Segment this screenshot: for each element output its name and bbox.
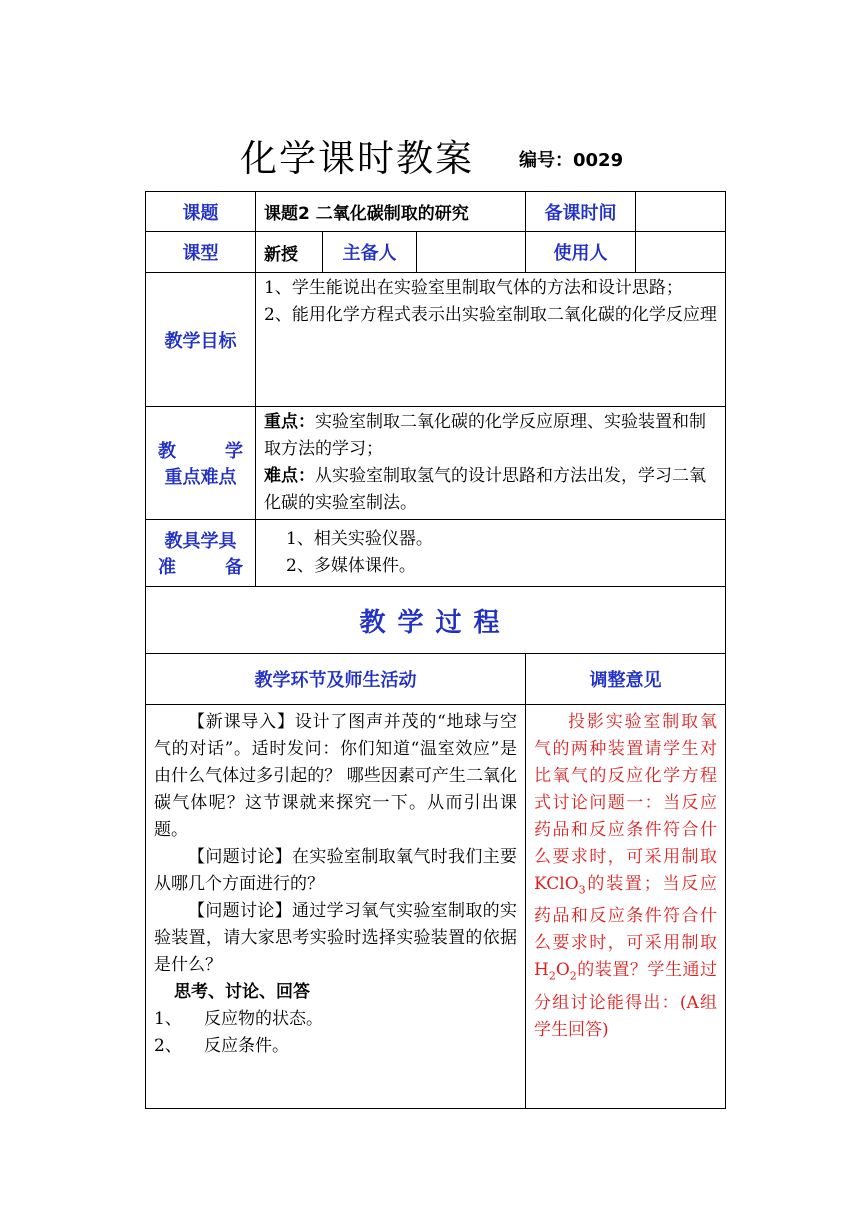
materials-label bbox=[146, 520, 256, 587]
main-preparer-value bbox=[417, 232, 526, 273]
key-points-label-c: 重点难点 bbox=[164, 467, 237, 488]
key-points-row bbox=[146, 407, 726, 520]
adjustment-sub-1: 3 bbox=[578, 883, 586, 897]
adjustment-sub-2: 2 bbox=[548, 969, 556, 983]
topic-row bbox=[146, 192, 726, 232]
answer-item-2 bbox=[154, 1033, 517, 1060]
adjustment-sub-3: 2 bbox=[569, 969, 577, 983]
adjustment-part-2: 的装置；当反应药品和反应条件符合什么要求时，可采用制取H bbox=[534, 874, 717, 981]
answer-item-1-number: 1、 bbox=[154, 1009, 182, 1029]
difficulty-text: 从实验室制取氢气的设计思路和方法出发，学习二氧化碳的实验室制法。 bbox=[264, 466, 706, 513]
activity-discussion-1: 【问题讨论】在实验室制取氧气时我们主要从哪几个方面进行的？ bbox=[154, 847, 517, 894]
activity-intro: 【新课导入】设计了图声并茂的“地球与空气的对话”。适时发问：你们知道“温室效应”是由什么气体过多引起的？ 哪些因素可产生二氧化碳气体呢？这节课就来探究一下。从而引出课题。 bbox=[154, 712, 517, 840]
prep-time-label: 备课时间 bbox=[526, 192, 636, 232]
material-1: 1、相关实验仪器。 bbox=[286, 529, 433, 549]
user-label: 使用人 bbox=[526, 232, 636, 273]
type-value: 新授 bbox=[256, 232, 323, 273]
document-title: 化学课时教案 bbox=[240, 137, 474, 180]
key-points-label-a: 教 bbox=[158, 441, 176, 462]
adjustment-part-3: O bbox=[555, 960, 570, 981]
difficulty-line bbox=[264, 463, 717, 517]
answer-item-1-text: 反应物的状态。 bbox=[204, 1009, 323, 1029]
activity-think-answer: 思考、讨论、回答 bbox=[174, 982, 310, 1002]
title-row bbox=[0, 128, 860, 178]
goal-1: 1、学生能说出在实验室里制取气体的方法和设计思路； bbox=[264, 278, 683, 298]
materials-label-b1: 准 bbox=[158, 557, 176, 578]
lesson-plan-table bbox=[145, 191, 726, 1109]
materials-row bbox=[146, 520, 726, 587]
activities-content bbox=[146, 705, 526, 1109]
key-points-label-b: 学 bbox=[225, 441, 243, 462]
answer-item-1 bbox=[154, 1006, 517, 1033]
goals-content bbox=[256, 273, 726, 407]
topic-label: 课题 bbox=[146, 192, 256, 232]
process-content-row bbox=[146, 705, 726, 1109]
answer-item-2-text: 反应条件。 bbox=[204, 1036, 289, 1056]
difficulty-prefix: 难点： bbox=[264, 466, 315, 486]
user-value bbox=[636, 232, 726, 273]
main-preparer-label: 主备人 bbox=[323, 232, 417, 273]
key-points-content bbox=[256, 407, 726, 520]
answer-item-2-number: 2、 bbox=[154, 1036, 182, 1056]
materials-label-a: 教具学具 bbox=[164, 531, 237, 552]
type-label: 课型 bbox=[146, 232, 256, 273]
activities-column-header: 教学环节及师生活动 bbox=[146, 654, 526, 705]
materials-content bbox=[256, 520, 726, 587]
adjustment-part-1: 投影实验室制取氧气的两种装置请学生对比氧气的反应化学方程式讨论问题一：当反应药品和反应条件符合什么要求时，可采用制取KClO bbox=[534, 712, 717, 894]
key-points-label bbox=[146, 407, 256, 520]
adjustment-part-4: 的装置？学生通过分组讨论能得出：(A组学生回答) bbox=[534, 960, 717, 1040]
process-heading: 教学过程 bbox=[146, 587, 726, 654]
material-2: 2、多媒体课件。 bbox=[286, 556, 416, 576]
focus-text: 实验室制取二氧化碳的化学反应原理、实验装置和制取方法的学习； bbox=[264, 412, 706, 459]
topic-value: 课题2 二氧化碳制取的研究 bbox=[256, 192, 526, 232]
focus-line bbox=[264, 409, 717, 463]
goals-label: 教学目标 bbox=[146, 273, 256, 407]
goals-row bbox=[146, 273, 726, 407]
type-row bbox=[146, 232, 726, 273]
activity-discussion-2: 【问题讨论】通过学习氧气实验室制取的实验装置，请大家思考实验时选择实验装置的依据是什么？ bbox=[154, 901, 517, 975]
adjustment-note bbox=[534, 709, 717, 1044]
focus-prefix: 重点： bbox=[264, 412, 315, 432]
materials-label-b2: 备 bbox=[225, 557, 243, 578]
adjustment-content bbox=[526, 705, 726, 1109]
process-heading-row bbox=[146, 587, 726, 654]
document-number: 编号：0029 bbox=[519, 150, 624, 171]
prep-time-value bbox=[636, 192, 726, 232]
process-columns-row bbox=[146, 654, 726, 705]
adjustment-column-header: 调整意见 bbox=[526, 654, 726, 705]
goal-2: 2、能用化学方程式表示出实验室制取二氧化碳的化学反应理 bbox=[264, 305, 717, 325]
